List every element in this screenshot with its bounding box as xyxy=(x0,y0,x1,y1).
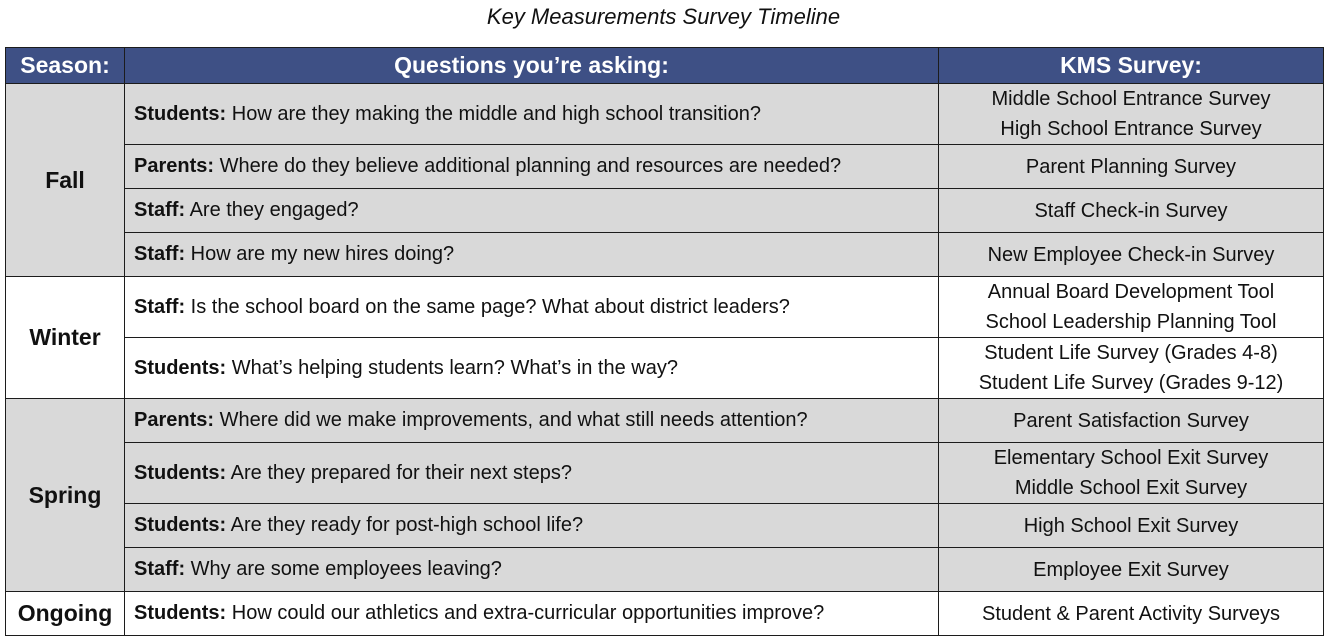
respondent-label: Parents: xyxy=(134,409,215,431)
question-cell xyxy=(125,548,939,592)
question-text: How are they making the middle and high school transition? xyxy=(231,102,761,125)
survey-name: Student Life Survey (Grades 9-12) xyxy=(978,372,1284,394)
table-row xyxy=(6,145,1324,189)
survey-name: High School Exit Survey xyxy=(1023,514,1239,537)
question-text: Where do they believe additional planning and resources are needed? xyxy=(219,155,842,177)
survey-name: Student Life Survey (Grades 4-8) xyxy=(984,342,1278,364)
survey-cell xyxy=(939,233,1324,277)
question-cell xyxy=(125,233,939,277)
table-row xyxy=(6,277,1324,338)
table-row xyxy=(6,84,1324,145)
survey-cell xyxy=(939,443,1324,504)
question-cell xyxy=(125,443,939,504)
question-cell xyxy=(125,504,939,548)
survey-name: Middle School Entrance Survey xyxy=(991,88,1271,110)
question-text: What’s helping students learn? What’s in the way? xyxy=(231,356,678,379)
season-fall: Fall xyxy=(6,84,125,277)
respondent-label: Parents: xyxy=(134,155,215,177)
survey-name: Student & Parent Activity Surveys xyxy=(982,602,1280,625)
page-title: Key Measurements Survey Timeline xyxy=(486,4,841,29)
survey-name: Employee Exit Survey xyxy=(1033,558,1229,581)
respondent-label: Staff: xyxy=(134,199,186,221)
table-row xyxy=(6,338,1324,399)
question-cell xyxy=(125,277,939,338)
table-row xyxy=(6,189,1324,233)
survey-name: Annual Board Development Tool xyxy=(987,281,1275,303)
question-cell xyxy=(125,338,939,399)
survey-name: Parent Planning Survey xyxy=(1025,155,1237,178)
question-cell xyxy=(125,399,939,443)
question-cell xyxy=(125,84,939,145)
survey-cell xyxy=(939,145,1324,189)
survey-cell xyxy=(939,548,1324,592)
respondent-label: Students: xyxy=(134,514,227,536)
survey-cell xyxy=(939,189,1324,233)
question-cell xyxy=(125,145,939,189)
table-row xyxy=(6,592,1324,636)
survey-cell xyxy=(939,277,1324,338)
survey-cell xyxy=(939,84,1324,145)
survey-name: High School Entrance Survey xyxy=(1000,118,1262,140)
survey-cell xyxy=(939,399,1324,443)
survey-name: New Employee Check-in Survey xyxy=(987,243,1275,266)
question-text: Are they prepared for their next steps? xyxy=(230,461,572,484)
survey-name: School Leadership Planning Tool xyxy=(985,311,1277,333)
survey-name: Elementary School Exit Survey xyxy=(993,447,1269,469)
season-spring: Spring xyxy=(6,399,125,592)
header-questions: Questions you’re asking: xyxy=(125,48,939,84)
respondent-label: Staff: xyxy=(134,295,186,318)
respondent-label: Staff: xyxy=(134,243,186,265)
survey-name: Staff Check-in Survey xyxy=(1034,199,1228,222)
question-text: How could our athletics and extra-curricular opportunities improve? xyxy=(231,602,825,624)
respondent-label: Students: xyxy=(134,461,227,484)
survey-cell xyxy=(939,504,1324,548)
question-text: Is the school board on the same page? What about district leaders? xyxy=(190,295,790,318)
respondent-label: Students: xyxy=(134,356,227,379)
question-cell xyxy=(125,189,939,233)
respondent-label: Students: xyxy=(134,602,227,624)
table-row xyxy=(6,233,1324,277)
question-text: How are my new hires doing? xyxy=(190,243,455,265)
question-cell xyxy=(125,592,939,636)
header-kms-survey: KMS Survey: xyxy=(939,48,1324,84)
question-text: Are they ready for post-high school life? xyxy=(230,514,584,536)
question-text: Why are some employees leaving? xyxy=(190,558,502,580)
question-text: Where did we make improvements, and what still needs attention? xyxy=(219,409,808,431)
survey-name: Middle School Exit Survey xyxy=(1014,477,1248,499)
season-winter: Winter xyxy=(6,277,125,399)
survey-name: Parent Satisfaction Survey xyxy=(1013,409,1249,432)
respondent-label: Students: xyxy=(134,102,227,125)
survey-timeline-table xyxy=(5,47,1324,636)
header-row xyxy=(6,48,1324,84)
table-row xyxy=(6,443,1324,504)
table-row xyxy=(6,399,1324,443)
survey-cell xyxy=(939,592,1324,636)
respondent-label: Staff: xyxy=(134,558,186,580)
survey-cell xyxy=(939,338,1324,399)
question-text: Are they engaged? xyxy=(189,199,359,221)
season-ongoing: Ongoing xyxy=(6,592,125,636)
table-row xyxy=(6,548,1324,592)
header-season: Season: xyxy=(6,48,125,84)
table-row xyxy=(6,504,1324,548)
